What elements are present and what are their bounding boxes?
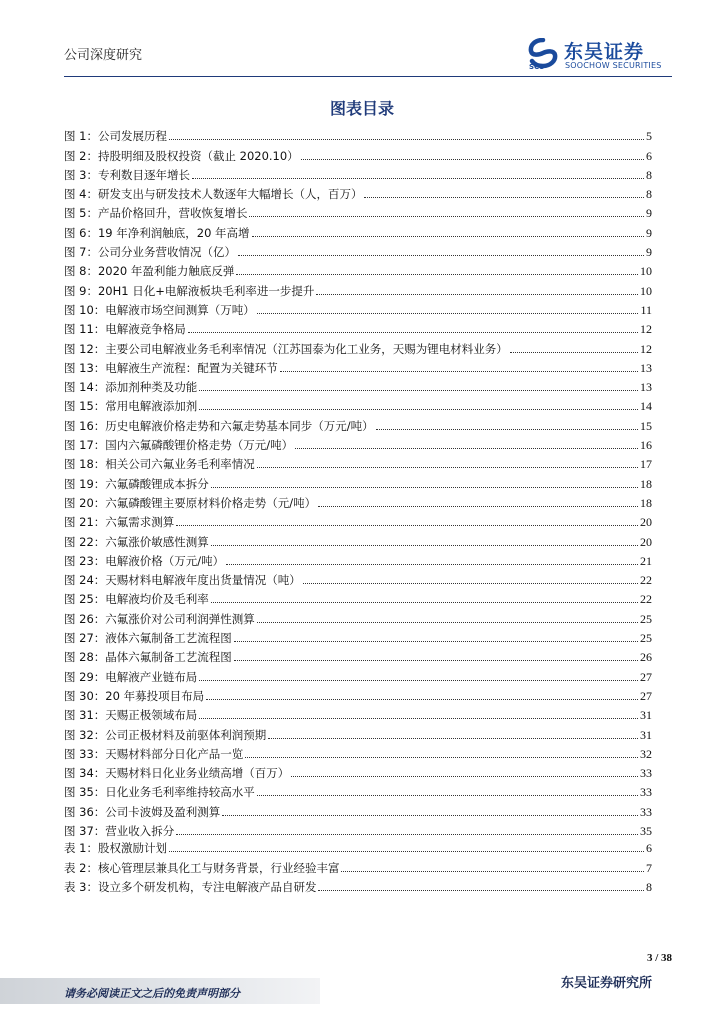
dot-leader xyxy=(199,390,638,391)
entry-page-number: 7 xyxy=(646,860,652,875)
entry-label: 图 28：晶体六氟制备工艺流程图 xyxy=(64,650,232,665)
entry-label: 图 25：电解液均价及毛利率 xyxy=(64,592,209,607)
dot-leader xyxy=(234,660,638,661)
entry-label: 图 5：产品价格回升，营收恢复增长 xyxy=(64,206,248,221)
entry-page-number: 9 xyxy=(646,206,652,221)
dot-leader xyxy=(211,602,638,603)
figure-toc-entry[interactable] xyxy=(64,453,652,472)
dot-leader xyxy=(316,294,638,295)
figure-toc-entry[interactable] xyxy=(64,665,652,684)
entry-label: 图 16：历史电解液价格走势和六氟走势基本同步（万元/吨） xyxy=(64,418,374,433)
figure-toc-entry[interactable] xyxy=(64,414,652,433)
dot-leader xyxy=(291,776,638,777)
entry-label: 图 34：天赐材料日化业务业绩高增（百万） xyxy=(64,766,290,781)
figure-toc-entry[interactable] xyxy=(64,607,652,626)
dot-leader xyxy=(252,236,644,237)
report-type-label: 公司深度研究 xyxy=(64,48,143,63)
logo-text-en: SOOCHOW SECURITIES xyxy=(565,61,662,70)
figure-toc-entry[interactable] xyxy=(64,144,652,163)
research-institute-name: 东吴证券研究所 xyxy=(560,976,652,991)
dot-leader xyxy=(206,699,638,700)
dot-leader xyxy=(199,680,638,681)
entry-page-number: 14 xyxy=(640,399,652,414)
entry-label: 图 21：六氟需求测算 xyxy=(64,515,175,530)
figure-toc-entry[interactable] xyxy=(64,125,652,144)
entry-page-number: 17 xyxy=(640,457,652,472)
entry-page-number: 9 xyxy=(646,225,652,240)
table-toc-entry[interactable] xyxy=(64,856,652,875)
table-list xyxy=(64,837,652,895)
dot-leader xyxy=(238,255,644,256)
dot-leader xyxy=(257,467,638,468)
entry-label: 图 31：天赐正极领域布局 xyxy=(64,708,198,723)
dot-leader xyxy=(169,851,644,852)
figure-toc-entry[interactable] xyxy=(64,395,652,414)
entry-page-number: 10 xyxy=(640,264,652,279)
page-number: 3 / 38 xyxy=(646,952,672,964)
entry-page-number: 18 xyxy=(640,476,652,491)
entry-page-number: 22 xyxy=(640,573,652,588)
entry-page-number: 33 xyxy=(640,785,652,800)
dot-leader xyxy=(303,583,638,584)
figure-toc-entry[interactable] xyxy=(64,260,652,279)
entry-page-number: 12 xyxy=(640,341,652,356)
table-toc-entry[interactable] xyxy=(64,876,652,895)
figure-toc-entry[interactable] xyxy=(64,743,652,762)
dot-leader xyxy=(318,506,638,507)
entry-page-number: 6 xyxy=(646,148,652,163)
entry-page-number: 25 xyxy=(640,631,652,646)
entry-page-number: 13 xyxy=(640,360,652,375)
entry-page-number: 16 xyxy=(640,438,652,453)
entry-label: 图 18：相关公司六氟业务毛利率情况 xyxy=(64,457,255,472)
dot-leader xyxy=(192,178,644,179)
dot-leader xyxy=(226,564,638,565)
figure-toc-entry[interactable] xyxy=(64,337,652,356)
dot-leader xyxy=(211,487,638,488)
entry-label: 图 15：常用电解液添加剂 xyxy=(64,399,198,414)
entry-label: 图 32：公司正极材料及前驱体利润预期 xyxy=(64,727,267,742)
figure-toc-entry[interactable] xyxy=(64,357,652,376)
entry-label: 图 26：六氟涨价对公司利润弹性测算 xyxy=(64,611,255,626)
entry-label: 图 35：日化业务毛利率维持较高水平 xyxy=(64,785,255,800)
entry-label: 图 10：电解液市场空间测算（万吨） xyxy=(64,302,255,317)
dot-leader xyxy=(510,352,638,353)
entry-page-number: 8 xyxy=(646,187,652,202)
figure-toc-entry[interactable] xyxy=(64,221,652,240)
dot-leader xyxy=(199,409,638,410)
figure-toc-entry[interactable] xyxy=(64,183,652,202)
entry-label: 图 13：电解液生产流程：配置为关键环节 xyxy=(64,360,278,375)
figure-toc-entry[interactable] xyxy=(64,279,652,298)
dot-leader xyxy=(257,795,638,796)
entry-page-number: 31 xyxy=(640,708,652,723)
dot-leader xyxy=(169,139,644,140)
entry-label: 图 23：电解液价格（万元/吨） xyxy=(64,553,225,568)
entry-label: 表 1：股权激励计划 xyxy=(64,841,167,856)
dot-leader xyxy=(268,738,638,739)
entry-page-number: 31 xyxy=(640,727,652,742)
entry-page-number: 32 xyxy=(640,746,652,761)
figure-toc-entry[interactable] xyxy=(64,800,652,819)
entry-page-number: 18 xyxy=(640,495,652,510)
figure-toc-entry[interactable] xyxy=(64,704,652,723)
entry-page-number: 22 xyxy=(640,592,652,607)
figure-toc-entry[interactable] xyxy=(64,492,652,511)
figure-list xyxy=(64,125,652,839)
figure-toc-entry[interactable] xyxy=(64,434,652,453)
figure-toc-entry[interactable] xyxy=(64,318,652,337)
logo-text-cn: 东吴证券 xyxy=(564,41,645,63)
dot-leader xyxy=(249,216,644,217)
entry-page-number: 9 xyxy=(646,245,652,260)
entry-label: 图 12：主要公司电解液业务毛利率情况（江苏国泰为化工业务，天赐为锂电材料业务） xyxy=(64,341,508,356)
entry-page-number: 20 xyxy=(640,515,652,530)
svg-text:SCS: SCS xyxy=(529,63,545,70)
dot-leader xyxy=(301,159,644,160)
dot-leader xyxy=(280,371,638,372)
figure-toc-entry[interactable] xyxy=(64,762,652,781)
entry-page-number: 11 xyxy=(640,302,652,317)
figure-toc-entry[interactable] xyxy=(64,550,652,569)
entry-page-number: 8 xyxy=(646,879,652,894)
figure-toc-entry[interactable] xyxy=(64,511,652,530)
header-divider xyxy=(64,76,672,77)
dot-leader xyxy=(364,197,644,198)
dot-leader xyxy=(376,429,638,430)
entry-page-number: 13 xyxy=(640,380,652,395)
entry-label: 图 1：公司发展历程 xyxy=(64,129,167,144)
entry-label: 图 7：公司分业务营收情况（亿） xyxy=(64,245,236,260)
entry-page-number: 27 xyxy=(640,688,652,703)
entry-page-number: 27 xyxy=(640,669,652,684)
entry-label: 图 37：营业收入拆分 xyxy=(64,823,175,838)
entry-page-number: 21 xyxy=(640,553,652,568)
figure-toc-entry[interactable] xyxy=(64,781,652,800)
table-toc-entry[interactable] xyxy=(64,837,652,856)
figure-toc-entry[interactable] xyxy=(64,588,652,607)
entry-label: 表 3：设立多个研发机构，专注电解液产品自研发 xyxy=(64,879,317,894)
entry-label: 图 33：天赐材料部分日化产品一览 xyxy=(64,746,244,761)
toc-title: 图表目录 xyxy=(329,99,394,118)
entry-label: 图 2：持股明细及股权投资（截止 2020.10） xyxy=(64,148,299,163)
entry-label: 图 3：专利数目逐年增长 xyxy=(64,167,190,182)
dot-leader xyxy=(257,622,638,623)
figure-toc-entry[interactable] xyxy=(64,723,652,742)
figure-toc-entry[interactable] xyxy=(64,472,652,491)
entry-page-number: 6 xyxy=(646,841,652,856)
entry-label: 图 19：六氟磷酸锂成本拆分 xyxy=(64,476,209,491)
entry-page-number: 26 xyxy=(640,650,652,665)
dot-leader xyxy=(341,871,644,872)
entry-page-number: 35 xyxy=(640,823,652,838)
figure-toc-entry[interactable] xyxy=(64,241,652,260)
entry-label: 图 11：电解液竞争格局 xyxy=(64,322,186,337)
entry-label: 图 20：六氟磷酸锂主要原材料价格走势（元/吨） xyxy=(64,495,317,510)
entry-page-number: 20 xyxy=(640,534,652,549)
figure-toc-entry[interactable] xyxy=(64,627,652,646)
dot-leader xyxy=(199,718,638,719)
figure-toc-entry[interactable] xyxy=(64,530,652,549)
dot-leader xyxy=(257,313,639,314)
dot-leader xyxy=(295,448,638,449)
entry-page-number: 33 xyxy=(640,804,652,819)
dot-leader xyxy=(318,890,644,891)
entry-page-number: 5 xyxy=(646,129,652,144)
soochow-logo-icon xyxy=(528,38,558,70)
dot-leader xyxy=(176,525,638,526)
dot-leader xyxy=(188,332,638,333)
figure-toc-entry[interactable] xyxy=(64,646,652,665)
entry-page-number: 10 xyxy=(640,283,652,298)
entry-label: 图 9：20H1 日化+电解液板块毛利率进一步提升 xyxy=(64,283,315,298)
dot-leader xyxy=(222,815,638,816)
entry-label: 图 17：国内六氟磷酸锂价格走势（万元/吨） xyxy=(64,438,294,453)
entry-label: 图 4：研发支出与研发技术人数逐年大幅增长（人，百万） xyxy=(64,187,363,202)
entry-label: 图 29：电解液产业链布局 xyxy=(64,669,198,684)
entry-label: 图 24：天赐材料电解液年度出货量情况（吨） xyxy=(64,573,301,588)
dot-leader xyxy=(234,641,638,642)
figure-toc-entry[interactable] xyxy=(64,685,652,704)
entry-page-number: 12 xyxy=(640,322,652,337)
figure-toc-entry[interactable] xyxy=(64,376,652,395)
entry-page-number: 33 xyxy=(640,766,652,781)
entry-label: 图 36：公司卡波姆及盈利测算 xyxy=(64,804,221,819)
entry-label: 图 22：六氟涨价敏感性测算 xyxy=(64,534,209,549)
figure-toc-entry[interactable] xyxy=(64,299,652,318)
entry-label: 表 2：核心管理层兼具化工与财务背景，行业经验丰富 xyxy=(64,860,340,875)
figure-toc-entry[interactable] xyxy=(64,569,652,588)
figure-toc-entry[interactable] xyxy=(64,202,652,221)
entry-page-number: 25 xyxy=(640,611,652,626)
dot-leader xyxy=(236,274,638,275)
company-logo xyxy=(528,38,678,74)
dot-leader xyxy=(176,834,638,835)
entry-page-number: 8 xyxy=(646,167,652,182)
figure-toc-entry[interactable] xyxy=(64,164,652,183)
entry-label: 图 30：20 年募投项目布局 xyxy=(64,688,205,703)
entry-label: 图 27：液体六氟制备工艺流程图 xyxy=(64,631,232,646)
entry-label: 图 6：19 年净利润触底，20 年高增 xyxy=(64,225,250,240)
entry-page-number: 15 xyxy=(640,418,652,433)
dot-leader xyxy=(211,545,638,546)
entry-label: 图 14：添加剂种类及功能 xyxy=(64,380,198,395)
disclaimer-notice: 请务必阅读正文之后的免责声明部分 xyxy=(64,987,240,1000)
dot-leader xyxy=(245,757,638,758)
entry-label: 图 8：2020 年盈利能力触底反弹 xyxy=(64,264,235,279)
